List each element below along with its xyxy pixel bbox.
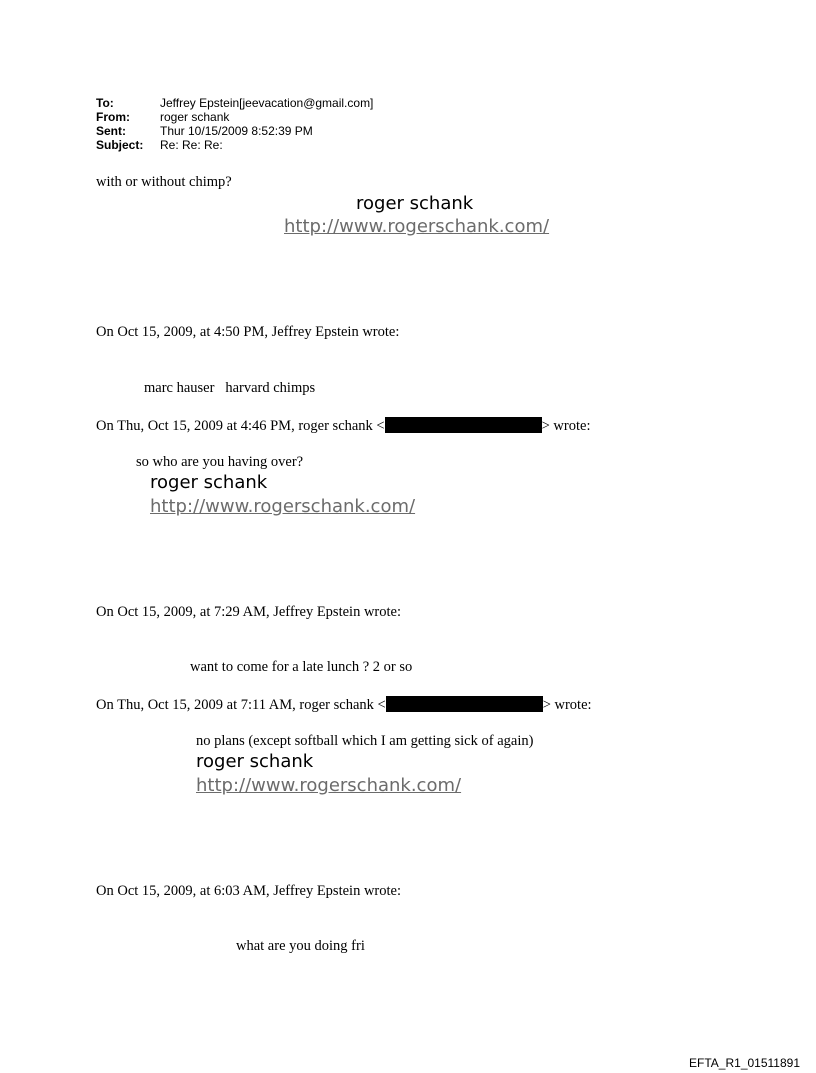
to-row	[96, 96, 373, 110]
to-label: To:	[96, 96, 114, 110]
from-value: roger schank	[160, 110, 230, 124]
quote-header-suffix: > wrote:	[542, 697, 592, 713]
signature-name: roger schank	[196, 751, 314, 772]
email-header	[96, 96, 373, 152]
quote-body: want to come for a late lunch ? 2 or so	[190, 659, 413, 675]
quote-header-prefix: On Thu, Oct 15, 2009 at 7:11 AM, roger schank <	[96, 697, 386, 713]
subject-value: Re: Re: Re:	[160, 138, 223, 152]
redaction-bar	[385, 417, 542, 433]
from-row	[96, 110, 373, 124]
from-label: From:	[96, 110, 130, 124]
quote-header: On Oct 15, 2009, at 6:03 AM, Jeffrey Epstein wrote:	[96, 883, 401, 899]
signature-link[interactable]: http://www.rogerschank.com/	[284, 216, 550, 237]
quote-body: what are you doing fri	[236, 938, 365, 954]
quote-header: On Oct 15, 2009, at 4:50 PM, Jeffrey Epstein wrote:	[96, 324, 400, 340]
to-value: Jeffrey Epstein[jeevacation@gmail.com]	[160, 96, 374, 110]
quote-header-redacted	[96, 417, 590, 435]
signature-name: roger schank	[150, 472, 268, 493]
quote-body: no plans (except softball which I am getting sick of again)	[196, 733, 534, 749]
sent-value: Thur 10/15/2009 8:52:39 PM	[160, 124, 313, 138]
quote-header-prefix: On Thu, Oct 15, 2009 at 4:46 PM, roger schank <	[96, 418, 385, 434]
subject-row	[96, 138, 373, 152]
signature-link[interactable]: http://www.rogerschank.com/	[150, 496, 416, 517]
reply-text: with or without chimp?	[96, 174, 232, 190]
quote-body: so who are you having over?	[136, 454, 304, 470]
quote-header-redacted	[96, 696, 592, 714]
subject-label: Subject:	[96, 138, 144, 152]
quote-header-suffix: > wrote:	[541, 418, 591, 434]
signature-name: roger schank	[356, 193, 474, 214]
sent-label: Sent:	[96, 124, 126, 138]
document-id: EFTA_R1_01511891	[689, 1056, 800, 1070]
quote-header: On Oct 15, 2009, at 7:29 AM, Jeffrey Epstein wrote:	[96, 604, 401, 620]
redaction-bar	[386, 696, 543, 712]
quote-body: marc hauser harvard chimps	[144, 380, 316, 396]
sent-row	[96, 124, 373, 138]
signature-link[interactable]: http://www.rogerschank.com/	[196, 775, 462, 796]
